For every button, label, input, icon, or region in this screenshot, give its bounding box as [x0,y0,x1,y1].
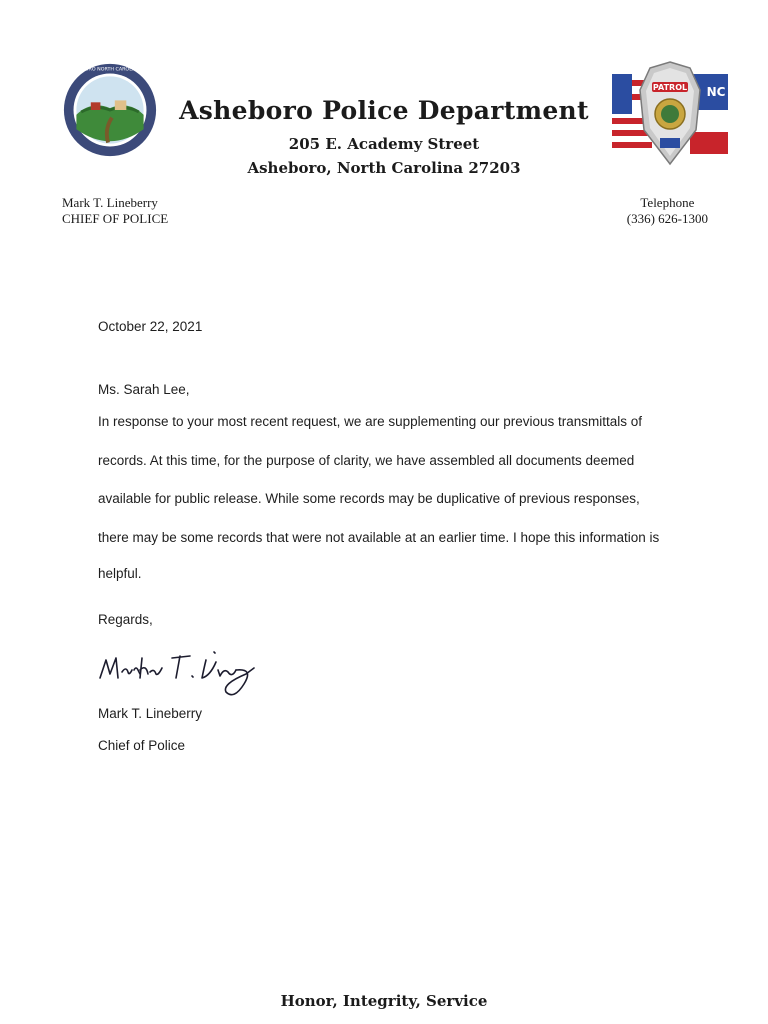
department-name: Asheboro Police Department [179,96,589,125]
letter-date: October 22, 2021 [98,319,203,334]
signer-name: Mark T. Lineberry [98,706,203,721]
badge-patrol-lettering: PATROL [652,83,688,92]
body-line: available for public release. While some records may be duplicative of previous responses, [98,491,640,506]
chief-block [62,195,168,227]
body-line: helpful. [98,566,142,581]
badge-state-lettering: NC [706,85,726,99]
body-line: there may be some records that were not available at an earlier time. I hope this information is [98,530,660,545]
seal-lettering: CITY OF ASHEBORO NORTH CAROLINA · DECEMBER [48,67,172,73]
chief-name: Mark T. Lineberry [62,195,158,210]
city-seal-logo [48,62,172,158]
phone-block [627,195,708,227]
letter-closing: Regards, [98,612,153,627]
handwritten-signature [94,638,264,704]
department-city: Asheboro, North Carolina 27203 [247,159,521,177]
footer-motto: Honor, Integrity, Service [280,992,488,1010]
phone-number: (336) 626-1300 [626,211,708,226]
police-badge-logo [608,60,732,168]
body-line: records. At this time, for the purpose of clarity, we have assembled all documents deemed [98,453,635,468]
body-line: In response to your most recent request, we are supplementing our previous transmittals of [98,414,643,429]
chief-title: CHIEF OF POLICE [62,211,169,226]
signer-title: Chief of Police [98,738,186,753]
letter-salutation: Ms. Sarah Lee, [98,382,190,397]
phone-label: Telephone [640,195,695,210]
department-street: 205 E. Academy Street [288,135,480,153]
